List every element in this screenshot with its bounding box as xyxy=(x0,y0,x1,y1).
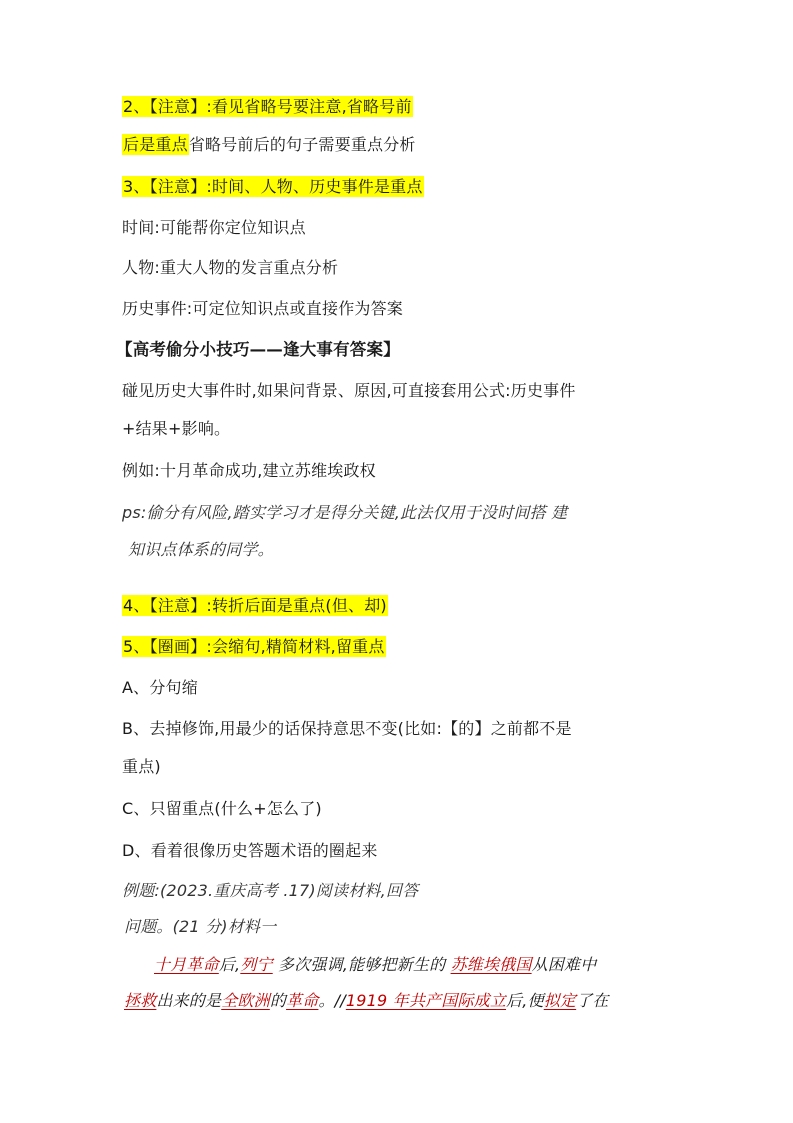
step-c: C、只留重点(什么+怎么了) xyxy=(122,799,322,818)
note-2-highlight-end: 后是重点 xyxy=(123,135,188,154)
material-text: 从困难中 xyxy=(531,955,597,974)
step-d: D、看着很像历史答题术语的圈起来 xyxy=(122,841,378,860)
ps-note-line-1: ps:偷分有风险,踏实学习才是得分关键,此法仅用于没时间搭 建 xyxy=(122,503,568,522)
note-3-time: 时间:可能帮你定位知识点 xyxy=(122,218,306,237)
tip-heading: 【高考偷分小技巧——逢大事有答案】 xyxy=(116,340,400,359)
note-4-highlight: 4、【注意】:转折后面是重点(但、却) xyxy=(123,596,387,615)
material-text: 了在 xyxy=(576,991,609,1010)
material-line-2 xyxy=(124,990,609,1012)
step-a: A、分句缩 xyxy=(122,678,198,697)
ps-note-line-2: 知识点体系的同学。 xyxy=(128,540,274,559)
example-question-line-2: 问题。(21 分)材料一 xyxy=(124,917,277,936)
example-question-line-1: 例题:(2023.重庆高考 .17)阅读材料,回答 xyxy=(122,881,419,900)
note-2-highlight: 2、【注意】:看见省略号要注意,省略号前 xyxy=(123,97,412,116)
marked-term: 革命 xyxy=(286,991,319,1010)
marked-term: 拯救 xyxy=(124,991,157,1010)
note-3-highlight: 3、【注意】:时间、人物、历史事件是重点 xyxy=(123,177,423,196)
tip-example: 例如:十月革命成功,建立苏维埃政权 xyxy=(122,461,376,480)
marked-term: 1919 年共产国际成立 xyxy=(345,991,507,1010)
material-text: 后,便 xyxy=(506,991,544,1010)
note-2-line-1 xyxy=(122,96,413,118)
step-b-line-1: B、去掉修饰,用最少的话保持意思不变(比如:【的】之前都不是 xyxy=(122,719,572,738)
note-4-heading xyxy=(122,595,388,617)
marked-term: 十月革命 xyxy=(154,955,219,974)
tip-text-line-2: +结果+影响。 xyxy=(122,419,231,438)
note-3-heading xyxy=(122,176,424,198)
material-text: 后, xyxy=(218,955,241,974)
note-3-event: 历史事件:可定位知识点或直接作为答案 xyxy=(122,299,403,318)
material-text: 多次强调,能够把新生的 xyxy=(272,955,451,974)
marked-term: 列宁 xyxy=(240,955,273,974)
marked-term: 拟定 xyxy=(543,991,577,1010)
material-text: 。// xyxy=(318,991,346,1010)
note-3-person: 人物:重大人物的发言重点分析 xyxy=(122,258,339,277)
material-text: 的 xyxy=(269,991,287,1010)
material-line-1 xyxy=(154,954,596,976)
marked-term: 全欧洲 xyxy=(221,991,270,1010)
material-text: 出来的是 xyxy=(156,991,222,1010)
note-5-highlight: 5、【圈画】:会缩句,精简材料,留重点 xyxy=(123,637,385,656)
marked-term: 苏维埃俄国 xyxy=(450,955,532,974)
note-2-line-2 xyxy=(122,134,416,156)
note-5-heading xyxy=(122,636,386,658)
tip-text-line-1: 碰见历史大事件时,如果问背景、原因,可直接套用公式:历史事件 xyxy=(122,381,576,400)
step-b-line-2: 重点) xyxy=(122,757,161,776)
note-2-text: 省略号前后的句子需要重点分析 xyxy=(188,135,416,154)
